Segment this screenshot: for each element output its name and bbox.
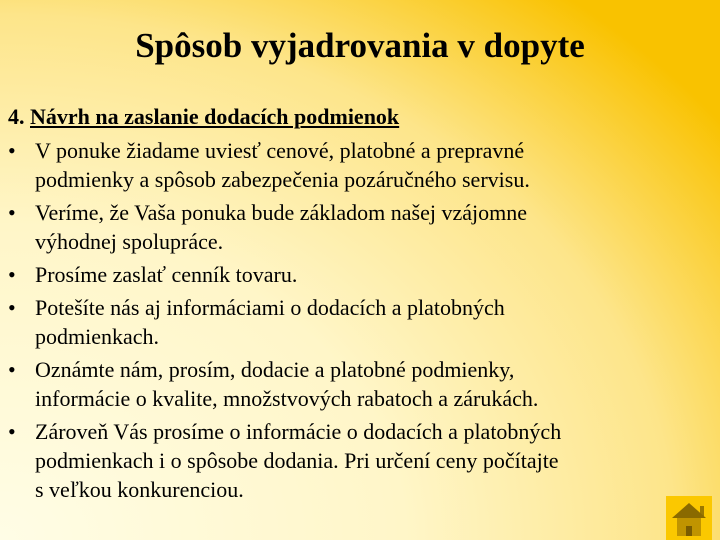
list-item <box>8 136 708 194</box>
list-item-text: s veľkou konkurenciou. <box>35 477 244 502</box>
list-item-text: Potešíte nás aj informáciami o dodacích a platobných <box>35 295 505 320</box>
bullet-icon: • <box>8 419 16 444</box>
bullet-icon: • <box>8 138 16 163</box>
list-item-text: podmienky a spôsob zabezpečenia pozáručného servisu. <box>35 167 530 192</box>
bullet-icon: • <box>8 262 16 287</box>
bullet-icon: • <box>8 295 16 320</box>
home-button[interactable] <box>666 496 712 540</box>
home-icon <box>666 496 712 540</box>
list-item-text: Oznámte nám, prosím, dodacie a platobné podmienky, <box>35 357 515 382</box>
list-item <box>8 417 708 504</box>
list-item-text: podmienkach i o spôsobe dodania. Pri určení ceny počítajte <box>35 448 559 473</box>
list-item-text: výhodnej spolupráce. <box>35 229 224 254</box>
heading-number: 4. <box>8 104 25 129</box>
bullet-icon: • <box>8 357 16 382</box>
bullet-icon: • <box>8 200 16 225</box>
list-item-text: podmienkach. <box>35 324 160 349</box>
list-item-text: informácie o kvalite, množstvových rabatoch a zárukách. <box>35 386 539 411</box>
bullet-list <box>8 136 708 508</box>
list-item-text: Zároveň Vás prosíme o informácie o dodacích a platobných <box>35 419 562 444</box>
list-item <box>8 293 708 351</box>
list-item <box>8 198 708 256</box>
list-item-text: V ponuke žiadame uviesť cenové, platobné a prepravné <box>35 138 525 163</box>
section-heading <box>8 104 399 130</box>
list-item-text: Prosíme zaslať cenník tovaru. <box>35 262 298 287</box>
list-item <box>8 260 708 289</box>
list-item-text: Veríme, že Vaša ponuka bude základom našej vzájomne <box>35 200 527 225</box>
heading-text: Návrh na zaslanie dodacích podmienok <box>30 104 400 129</box>
slide-title: Spôsob vyjadrovania v dopyte <box>135 26 585 65</box>
list-item <box>8 355 708 413</box>
